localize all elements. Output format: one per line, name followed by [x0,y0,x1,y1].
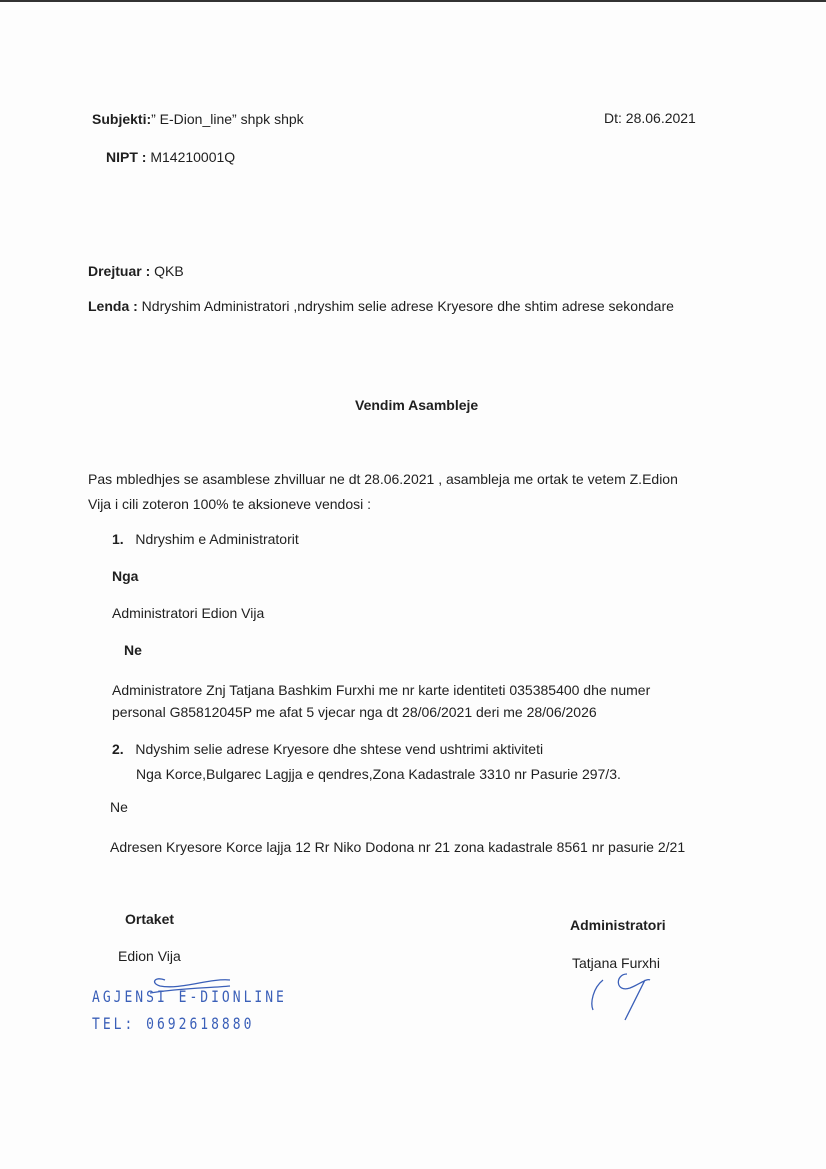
item1-heading: 1. Ndryshim e Administratorit [112,531,299,547]
document-date: Dt: 28.06.2021 [604,110,696,126]
subject-header: Subjekti:” E-Dion_line” shpk shpk [92,111,304,127]
item1-from-label: Nga [112,568,139,584]
company-stamp-phone: TEL: 0692618880 [92,1015,255,1034]
administrator-title: Administratori [570,917,666,933]
addressee: Drejtuar : QKB [88,263,184,279]
shareholders-title: Ortaket [125,911,175,927]
nipt: NIPT : M14210001Q [106,149,236,165]
item1-to-line-1: Administratore Znj Tatjana Bashkim Furxhi me nr karte identiteti 035385400 dhe numer [112,682,651,698]
item2-to-value: Adresen Kryesore Korce lajja 12 Rr Niko Dodona nr 21 zona kadastrale 8561 nr pasurie 2/21 [110,839,686,855]
intro-line-2: Vija i cili zoteron 100% te aksioneve vendosi : [88,496,372,512]
document-title: Vendim Asambleje [355,397,479,413]
administrator-signature-icon [585,968,665,1028]
shareholder-signature-icon [130,968,240,1008]
item2-heading: 2. Ndyshim selie adrese Kryesore dhe shtese vend ushtrimi aktiviteti [112,741,544,757]
administrator-name: Tatjana Furxhi [572,955,660,971]
item2-from-value: Nga Korce,Bulgarec Lagjja e qendres,Zona Kadastrale 3310 nr Pasurie 297/3. [136,766,621,782]
shareholder-name: Edion Vija [118,948,181,964]
intro-line-1: Pas mbledhjes se asamblese zhvilluar ne dt 28.06.2021 , asambleja me ortak te vetem Z.Edion [88,471,678,487]
item1-from-value: Administratori Edion Vija [112,605,265,621]
company-stamp-name: AGJENSI E-DIONLINE [92,988,287,1007]
item1-to-label: Ne [124,642,142,658]
item2-to-label: Ne [110,799,128,815]
item1-to-line-2: personal G85812045P me afat 5 vjecar nga dt 28/06/2021 deri me 28/06/2026 [112,704,597,720]
scan-edge [0,0,826,2]
subject-line: Lenda : Ndryshim Administratori ,ndryshim selie adrese Kryesore dhe shtim adrese sekondare [88,298,674,314]
